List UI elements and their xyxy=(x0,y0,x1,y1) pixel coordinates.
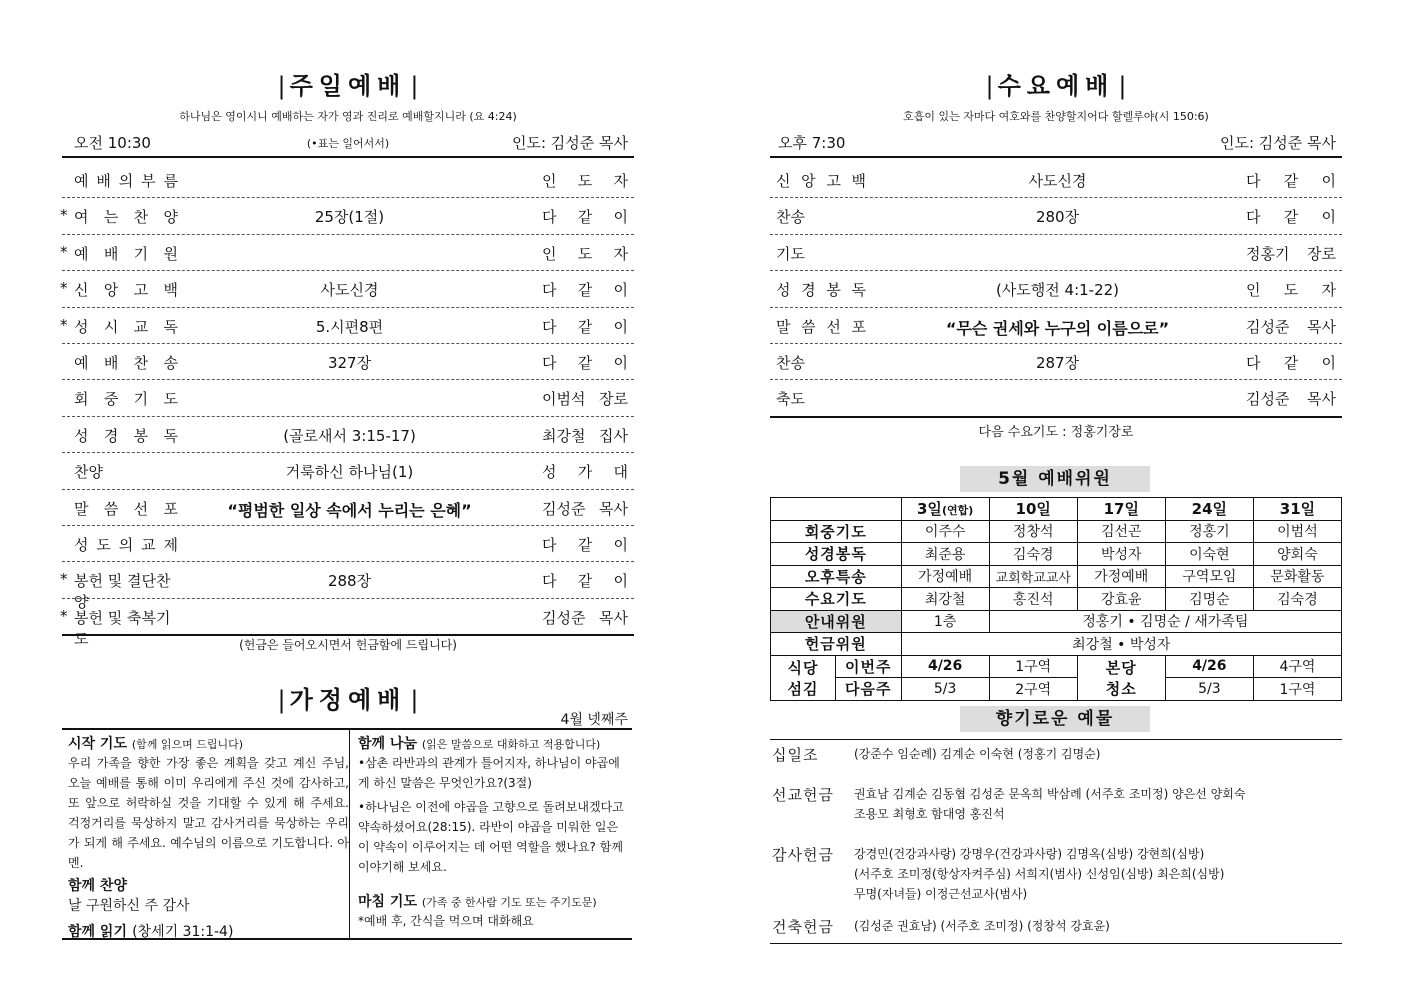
offering-names: (김성준 권효남) (서주호 조미정) (정창석 강효윤) xyxy=(854,919,1110,933)
committee-row xyxy=(771,520,1342,543)
sunday-leader: 인도: 김성준 목사 xyxy=(511,134,628,152)
cell: 정홍기 xyxy=(1165,520,1253,543)
end-prayer-text: *예배 후, 간식을 먹으며 대화해요 xyxy=(358,914,534,928)
item-name: 성 시 교 독 xyxy=(74,317,178,336)
date-cell: 24일 xyxy=(1165,498,1253,521)
item-name: 성 도 의 교 제 xyxy=(74,535,178,554)
reading: 함께 읽기 (창세기 31:1-4) xyxy=(68,924,234,940)
offerings-box xyxy=(770,739,1342,944)
wednesday-title: | 수요예배 | xyxy=(985,72,1127,100)
cell: 4/26 xyxy=(1165,655,1253,678)
item-content: “무슨 권세와 누구의 이름으로” xyxy=(945,318,1170,338)
item-content: 287장 xyxy=(1035,353,1080,372)
item-name: 찬송 xyxy=(776,353,805,372)
item-name: 회 중 기 도 xyxy=(74,390,178,409)
item-name: 봉헌 및 축복기도 xyxy=(74,608,171,648)
wednesday-time-row xyxy=(770,130,1342,158)
cell: 4/26 xyxy=(901,655,989,678)
item-person: 이범석 장로 xyxy=(542,390,628,409)
offering-label: 감사헌금 xyxy=(772,846,834,864)
item-name: 축도 xyxy=(776,390,805,409)
cell: 홍진석 xyxy=(989,588,1077,611)
order-item xyxy=(62,308,634,344)
wednesday-verse: 호흡이 있는 자마다 여호와를 찬양할지어다 할렐루야(시 150:6) xyxy=(903,110,1209,123)
cell: 김숙경 xyxy=(989,543,1077,566)
item-person: 김성준 목사 xyxy=(1246,390,1336,409)
order-item xyxy=(62,417,634,453)
item-name: 말 씀 선 포 xyxy=(776,317,866,336)
family-left-col xyxy=(62,730,350,938)
cell: 교회학교교사 xyxy=(989,565,1077,588)
header-blank xyxy=(771,498,902,521)
standing-mark: * xyxy=(60,315,68,334)
item-name: 예 배 찬 송 xyxy=(74,353,178,372)
date-cell: 17일 xyxy=(1077,498,1165,521)
item-name: 예 배 의 부 름 xyxy=(74,172,178,190)
cell: 1구역 xyxy=(989,655,1077,678)
date-cell: 3일(연합) xyxy=(901,498,989,521)
cell: 가정예배 xyxy=(1077,565,1165,588)
committee-row xyxy=(771,565,1342,588)
offering-names: 강경민(건강과사랑) 강명우(건강과사랑) 김명옥(심방) 강현희(심방) (서주호 조미정(항상자켜주심) 서희지(범사) 신성임(심방) 최은희(심방) 무명(자녀들) 이정근선교사(범사) xyxy=(854,847,1225,901)
family-worship-box xyxy=(62,728,632,940)
item-content: 25장(1절) xyxy=(314,208,385,227)
clean-label: 본당 청소 xyxy=(1077,655,1165,700)
order-item xyxy=(770,344,1342,380)
item-content: 사도신경 xyxy=(320,281,379,300)
sunday-verse: 하나님은 영이시니 예배하는 자가 영과 진리로 예배할지니라 (요 4:24) xyxy=(179,110,517,123)
item-person: 다 같 이 xyxy=(542,317,628,336)
item-content: 거룩하신 하나님(1) xyxy=(285,463,414,482)
standing-mark: * xyxy=(60,570,68,589)
row-label: 헌금위원 xyxy=(771,633,902,656)
cell: 2구역 xyxy=(989,678,1077,701)
item-content: “평범한 일상 속에서 누리는 은혜” xyxy=(227,500,472,520)
order-item xyxy=(62,526,634,562)
order-item xyxy=(770,271,1342,307)
item-name: 예 배 기 원 xyxy=(74,244,178,263)
item-name: 기도 xyxy=(776,244,805,263)
order-item xyxy=(60,562,634,612)
order-item xyxy=(62,162,634,198)
order-item xyxy=(62,198,634,234)
meal-row-this xyxy=(771,655,1342,678)
item-person: 다 같 이 xyxy=(1246,208,1336,227)
item-content: 280장 xyxy=(1035,208,1080,227)
sunday-title: | 주일예배 | xyxy=(277,72,419,100)
order-item xyxy=(62,271,634,307)
item-person: 성 가 대 xyxy=(542,463,628,482)
order-item xyxy=(770,308,1342,344)
committee-row xyxy=(771,588,1342,611)
cell: 가정예배 xyxy=(901,565,989,588)
family-week: 4월 넷째주 xyxy=(560,712,628,728)
order-item xyxy=(62,344,634,380)
cell: 김숙경 xyxy=(1253,588,1341,611)
offering-label: 선교헌금 xyxy=(772,786,834,804)
cell: 구역모임 xyxy=(1165,565,1253,588)
wednesday-leader: 인도: 김성준 목사 xyxy=(1219,134,1336,152)
cell: 5/3 xyxy=(1165,678,1253,701)
cell: 김명순 xyxy=(1165,588,1253,611)
cell: 최준용 xyxy=(901,543,989,566)
row-label: 수요기도 xyxy=(771,588,902,611)
committee-row xyxy=(771,543,1342,566)
item-content: (골로새서 3:15-17) xyxy=(283,426,416,445)
cell: 최강철 xyxy=(901,588,989,611)
item-content: 사도신경 xyxy=(1028,172,1087,190)
item-content: (사도행전 4:1-22) xyxy=(995,281,1120,300)
date-cell: 10일 xyxy=(989,498,1077,521)
meal-clean-label: 식당 섬김 이번주 다음주 xyxy=(771,655,902,700)
row-label: 성경봉독 xyxy=(771,543,902,566)
wednesday-order-list xyxy=(770,162,1342,418)
offering-committee-row xyxy=(771,633,1342,656)
row-label: 회중기도 xyxy=(771,520,902,543)
share-question-2: •하나님은 이전에 야곱을 고향으로 돌려보내겠다고 약속하셨어요(28:15). 라반이 야곱을 미워한 일은 이 약속이 이루어지는 데 어떤 역할을 했나요? 함께 이야기해 보세요. xyxy=(358,800,624,874)
item-name: 찬양 xyxy=(74,463,103,482)
item-name: 성 경 봉 독 xyxy=(74,426,178,445)
cell: 1구역 xyxy=(1253,678,1341,701)
sunday-time: 오전 10:30 xyxy=(74,134,151,152)
item-name: 여 는 찬 양 xyxy=(74,208,178,227)
row-label: 오후특송 xyxy=(771,565,902,588)
item-name: 말 씀 선 포 xyxy=(74,499,178,518)
start-prayer-heading: 시작 기도 (함께 읽으며 드립니다) xyxy=(68,736,244,752)
date-cell: 31일 xyxy=(1253,498,1341,521)
item-name: 성 경 봉 독 xyxy=(776,281,866,300)
item-person: 김성준 목사 xyxy=(542,499,628,518)
offerings-title: 향기로운 예물 xyxy=(960,706,1150,732)
item-person: 김성준 목사 xyxy=(542,608,628,627)
item-content: 5.시편8편 xyxy=(315,317,384,336)
next-prayer-note: 다음 수요기도 : 정홍기장로 xyxy=(978,425,1134,440)
item-name: 신 앙 고 백 xyxy=(74,281,178,300)
cell: 이숙현 xyxy=(1165,543,1253,566)
order-item xyxy=(62,235,634,271)
standing-mark: * xyxy=(60,206,68,225)
committee-table xyxy=(770,497,1342,701)
wednesday-time: 오후 7:30 xyxy=(778,134,846,152)
cell: 문화활동 xyxy=(1253,565,1341,588)
song-title: 날 구원하신 주 감사 xyxy=(68,898,190,914)
item-person: 다 같 이 xyxy=(542,281,628,300)
offering-label: 십일조 xyxy=(772,746,819,764)
item-content: 288장 xyxy=(327,572,372,591)
order-item xyxy=(62,453,634,489)
item-person: 다 같 이 xyxy=(542,535,628,554)
cell: 박성자 xyxy=(1077,543,1165,566)
cell: 양회숙 xyxy=(1253,543,1341,566)
standing-note: (•표는 일어서서) xyxy=(306,137,390,150)
item-person: 다 같 이 xyxy=(542,353,628,372)
cell: 김선곤 xyxy=(1077,520,1165,543)
item-person: 다 같 이 xyxy=(542,572,628,591)
standing-mark: * xyxy=(60,606,68,625)
end-prayer-heading: 마침 기도 (가족 중 한사람 기도 또는 주기도문) xyxy=(358,894,597,910)
offering-label: 건축헌금 xyxy=(772,918,834,936)
share-question-1: •삼촌 라반과의 관계가 틀어지자, 하나님이 야곱에게 하신 말씀은 무엇인가요?(3절) xyxy=(358,756,620,790)
item-person: 인 도 자 xyxy=(1246,281,1336,300)
item-person: 김성준 목사 xyxy=(1246,317,1336,336)
family-title: | 가정예배 | xyxy=(277,686,419,714)
sunday-time-row xyxy=(62,130,634,158)
share-heading: 함께 나눔 (읽은 말씀으로 대화하고 적용합니다) xyxy=(358,736,601,752)
item-person: 정홍기 장로 xyxy=(1246,244,1336,263)
order-item xyxy=(62,490,634,526)
offering-note: (헌금은 들어오시면서 헌금함에 드립니다) xyxy=(239,638,457,652)
family-right-col xyxy=(354,730,632,938)
item-content: 327장 xyxy=(327,353,372,372)
offering-names: (강준수 임순례) 김계순 이숙현 (정홍기 김명순) xyxy=(854,747,1101,761)
cell: 이주수 xyxy=(901,520,989,543)
song-heading: 함께 찬양 xyxy=(68,878,127,894)
offering-names: 권효남 김계순 김동협 김성준 문옥희 박삼례 (서주호 조미정) 양은선 양회숙 조용모 최형호 함대영 홍진석 xyxy=(854,787,1246,821)
row-label: 안내위원 xyxy=(771,610,902,633)
guide-row xyxy=(771,610,1342,633)
item-person: 다 같 이 xyxy=(1246,172,1336,190)
item-name: 신 앙 고 백 xyxy=(776,172,866,190)
committee-title: 5월 예배위원 xyxy=(960,466,1150,492)
item-name: 봉헌 및 결단찬양 xyxy=(74,572,171,612)
cell: 4구역 xyxy=(1253,655,1341,678)
order-item xyxy=(770,235,1342,271)
cell: 정창석 xyxy=(989,520,1077,543)
item-person: 최강철 집사 xyxy=(542,426,628,445)
item-person: 인 도 자 xyxy=(542,244,628,263)
start-prayer-text: 우리 가족을 향한 가장 좋은 계획을 갖고 계신 주님, 오늘 예배를 통해 이미 우리에게 주신 것에 감사하고, 또 앞으로 허락하실 것을 기대할 수 있게 해 주세요. 걱정거리를 묵상하지 말고 감사거리를 묵상하는 우리가 되게 해 주세요. 예수님의 이름으로 기도합니다. 아멘. xyxy=(68,756,349,870)
item-person: 다 같 이 xyxy=(1246,353,1336,372)
order-item xyxy=(770,198,1342,234)
cell: 이범석 xyxy=(1253,520,1341,543)
standing-mark: * xyxy=(60,242,68,261)
cell: 최강철 • 박성자 xyxy=(901,633,1341,656)
order-item xyxy=(770,162,1342,198)
cell: 강효윤 xyxy=(1077,588,1165,611)
item-name: 찬송 xyxy=(776,208,805,227)
committee-header-row xyxy=(771,498,1342,521)
order-item xyxy=(62,380,634,416)
cell: 정홍기 • 김명순 / 새가족팀 xyxy=(989,610,1341,633)
item-person: 인 도 자 xyxy=(542,172,628,190)
cell: 5/3 xyxy=(901,678,989,701)
cell: 1층 xyxy=(901,610,989,633)
standing-mark: * xyxy=(60,279,68,298)
order-item xyxy=(770,380,1342,417)
item-person: 다 같 이 xyxy=(542,208,628,227)
